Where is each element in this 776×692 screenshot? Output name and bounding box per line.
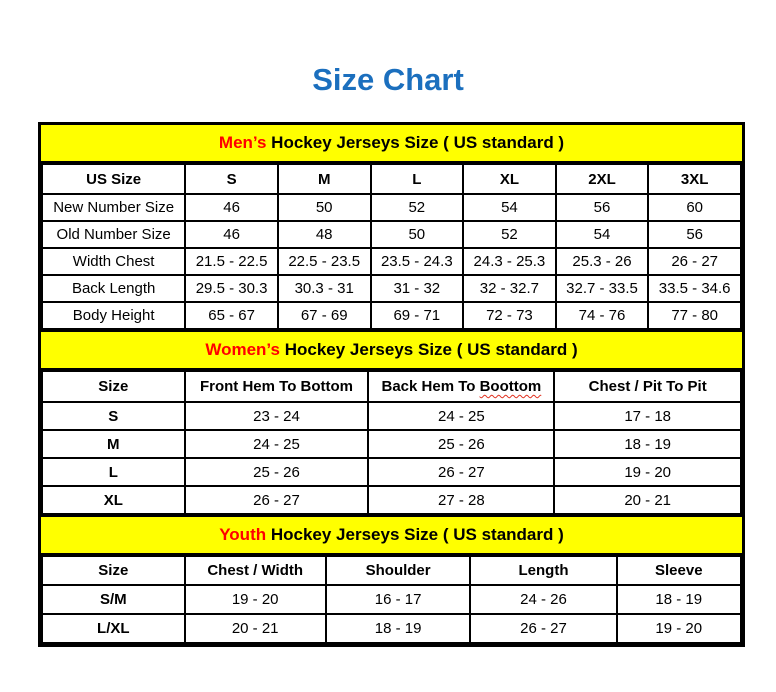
page-title: Size Chart [312,62,464,97]
size-value: 26 - 27 [648,248,741,275]
column-header: S [185,164,278,194]
size-value: 29.5 - 30.3 [185,275,278,302]
size-value: 54 [463,194,556,221]
size-value: 26 - 27 [185,486,369,514]
size-value: 24 - 25 [368,402,554,430]
size-value: 24.3 - 25.3 [463,248,556,275]
size-value: 20 - 21 [554,486,741,514]
size-value: 56 [556,194,649,221]
column-header-text: Back Hem To [381,378,480,395]
size-value: 18 - 19 [617,585,741,614]
column-header: Size [42,556,185,585]
size-value: 50 [278,194,371,221]
column-header: Chest / Pit To Pit [554,371,741,402]
size-value: 50 [371,221,464,248]
size-value: 46 [185,194,278,221]
row-label: L/XL [42,614,185,643]
table-row [42,430,741,458]
row-label: S/M [42,585,185,614]
table-row [42,194,741,221]
table-row [42,302,741,329]
misspelled-word: Boottom [479,378,542,395]
size-value: 32 - 32.7 [463,275,556,302]
row-label: New Number Size [42,194,185,221]
size-value: 18 - 19 [554,430,741,458]
size-value: 65 - 67 [185,302,278,329]
size-value: 48 [278,221,371,248]
size-value: 27 - 28 [368,486,554,514]
row-label: S [42,402,185,430]
size-value: 19 - 20 [617,614,741,643]
size-value: 74 - 76 [556,302,649,329]
row-label: L [42,458,185,486]
column-header: Front Hem To Bottom [185,371,369,402]
size-value: 31 - 32 [371,275,464,302]
size-value: 23 - 24 [185,402,369,430]
size-value: 26 - 27 [470,614,616,643]
size-value: 52 [371,194,464,221]
size-value: 21.5 - 22.5 [185,248,278,275]
table-row [42,585,741,614]
size-value: 25.3 - 26 [556,248,649,275]
size-value: 20 - 21 [185,614,326,643]
womens-size-table [41,370,742,515]
column-header: Shoulder [326,556,471,585]
column-header [368,371,554,402]
size-value: 16 - 17 [326,585,471,614]
youth-size-table [41,555,742,644]
size-value: 17 - 18 [554,402,741,430]
size-value: 19 - 20 [185,585,326,614]
size-value: 33.5 - 34.6 [648,275,741,302]
womens-header-row [42,371,741,402]
youth-band-text: Hockey Jerseys Size ( US standard ) [266,525,564,544]
row-label: Old Number Size [42,221,185,248]
column-header: L [371,164,464,194]
size-value: 46 [185,221,278,248]
size-value: 25 - 26 [368,430,554,458]
size-value: 52 [463,221,556,248]
mens-size-table [41,163,742,330]
youth-section-header [41,515,742,555]
column-header: Sleeve [617,556,741,585]
column-header: Length [470,556,616,585]
column-header: US Size [42,164,185,194]
mens-band-text: Hockey Jerseys Size ( US standard ) [266,133,565,152]
row-label: M [42,430,185,458]
size-value: 24 - 26 [470,585,616,614]
row-label: Width Chest [42,248,185,275]
size-value: 18 - 19 [326,614,471,643]
size-value: 72 - 73 [463,302,556,329]
womens-band-highlight: Women’s [205,340,280,359]
column-header: M [278,164,371,194]
row-label: Body Height [42,302,185,329]
size-value: 25 - 26 [185,458,369,486]
column-header: Chest / Width [185,556,326,585]
size-value: 23.5 - 24.3 [371,248,464,275]
size-value: 77 - 80 [648,302,741,329]
table-row [42,275,741,302]
table-row [42,402,741,430]
column-header: 3XL [648,164,741,194]
size-value: 26 - 27 [368,458,554,486]
mens-band-highlight: Men’s [218,133,267,152]
table-row [42,486,741,514]
youth-band-highlight: Youth [219,525,267,544]
column-header: XL [463,164,556,194]
table-row [42,458,741,486]
size-value: 24 - 25 [185,430,369,458]
column-header: 2XL [556,164,649,194]
mens-section-header [41,125,742,163]
size-value: 32.7 - 33.5 [556,275,649,302]
womens-section-header [41,330,742,370]
size-value: 60 [648,194,741,221]
mens-header-row [42,164,741,194]
womens-band-text: Hockey Jerseys Size ( US standard ) [279,340,578,359]
size-chart [38,122,745,647]
column-header: Size [42,371,185,402]
row-label: Back Length [42,275,185,302]
table-row [42,614,741,643]
size-value: 19 - 20 [554,458,741,486]
size-value: 22.5 - 23.5 [278,248,371,275]
size-value: 54 [556,221,649,248]
youth-header-row [42,556,741,585]
size-value: 69 - 71 [371,302,464,329]
table-row [42,221,741,248]
size-value: 56 [648,221,741,248]
table-row [42,248,741,275]
size-value: 30.3 - 31 [278,275,371,302]
row-label: XL [42,486,185,514]
size-value: 67 - 69 [278,302,371,329]
